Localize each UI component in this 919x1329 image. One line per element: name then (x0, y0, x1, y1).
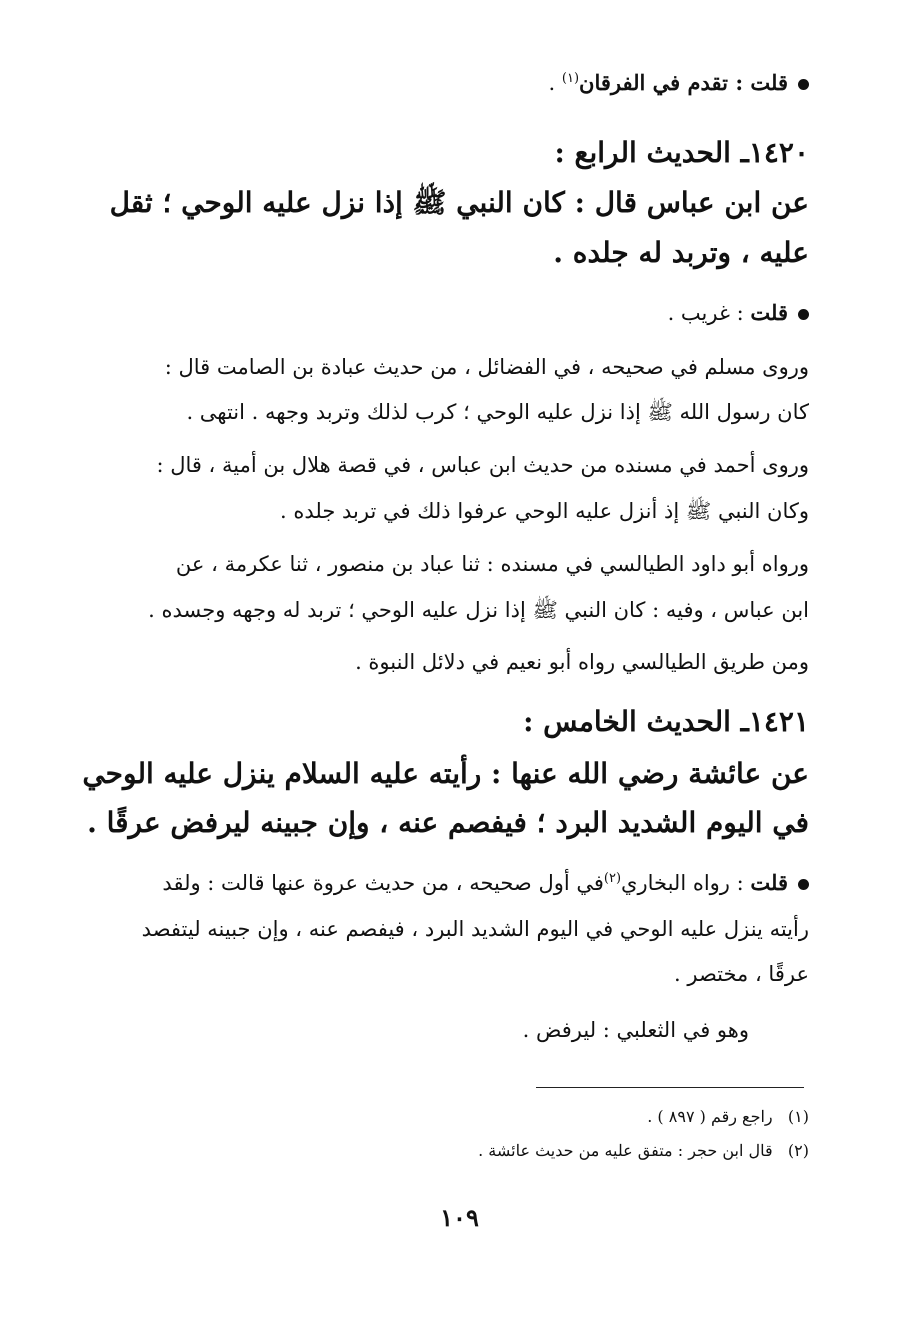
note-text: قلت : تقدم في الفرقان (579, 70, 788, 95)
comment-text-a: : رواه البخاري (621, 871, 751, 895)
comment-label: قلت (750, 870, 788, 895)
comment-line (80, 300, 809, 325)
footnote-text: راجع رقم ( ٨٩٧ ) . (647, 1107, 773, 1126)
line-end: . (548, 71, 562, 95)
text-line-5: وروى مسلم في صحيحه ، في الفضائل ، من حديث عبادة بن الصامت قال : (164, 355, 809, 379)
text-line-8: وكان النبي ﷺ إذ أنزل عليه الوحي عرفوا ذلك في تربد جلده . (280, 499, 809, 523)
comment-text: : غريب . (667, 301, 751, 325)
hadith-text-line-4: في اليوم الشديد البرد ؛ فيفصم عنه ، وإن جبينه ليرفض عرقًا . (87, 806, 809, 839)
bullet-icon (798, 879, 809, 890)
page-number: ١٠٩ (440, 1203, 479, 1232)
comment-line-2 (80, 870, 809, 895)
footnote-divider (536, 1087, 804, 1088)
footnote-ref-2: (٢) (603, 871, 622, 886)
text-line-15: رأيته ينزل عليه الوحي في اليوم الشديد البرد ، فيفصم عنه ، وإن جبينه ليتفصد (141, 917, 809, 941)
footnote-number: (١) (787, 1107, 809, 1126)
footnote-1 (647, 1107, 809, 1126)
footnote-2 (478, 1141, 809, 1160)
comment-label: قلت (750, 300, 788, 325)
footnote-number: (٢) (787, 1141, 809, 1160)
text-line-16: عرقًا ، مختصر . (674, 962, 809, 986)
hadith-heading-1421: ١٤٢١ـ الحديث الخامس : (523, 705, 809, 738)
text-line-9: ورواه أبو داود الطيالسي في مسنده : ثنا عباد بن منصور ، ثنا عكرمة ، عن (175, 552, 809, 576)
text-line-17: وهو في الثعلبي : ليرفض . (522, 1018, 749, 1042)
text-line-7: وروى أحمد في مسنده من حديث ابن عباس ، في قصة هلال بن أمية ، قال : (156, 453, 809, 477)
line-1 (80, 70, 809, 95)
bullet-icon (798, 309, 809, 320)
footnote-text: قال ابن حجر : متفق عليه من حديث عائشة . (478, 1141, 773, 1160)
hadith-text-line-3: عن عائشة رضي الله عنها : رأيته عليه السلام ينزل عليه الوحي (82, 757, 809, 790)
hadith-heading-1420: ١٤٢٠ـ الحديث الرابع : (554, 136, 809, 169)
hadith-text-line-2: عليه ، وتربد له جلده . (553, 236, 809, 269)
footnote-ref-1: (١) (561, 71, 580, 86)
bullet-icon (798, 79, 809, 90)
text-line-6: كان رسول الله ﷺ إذا نزل عليه الوحي ؛ كرب لذلك وتربد وجهه . انتهى . (186, 400, 809, 424)
comment-text-b: في أول صحيحه ، من حديث عروة عنها قالت : ولقد (162, 871, 604, 895)
hadith-text-line-1: عن ابن عباس قال : كان النبي ﷺ إذا نزل عليه الوحي ؛ ثقل (109, 186, 809, 219)
text-line-11: ومن طريق الطيالسي رواه أبو نعيم في دلائل النبوة . (355, 650, 809, 674)
text-line-10: ابن عباس ، وفيه : كان النبي ﷺ إذا نزل عليه الوحي ؛ تربد له وجهه وجسده . (148, 598, 809, 622)
